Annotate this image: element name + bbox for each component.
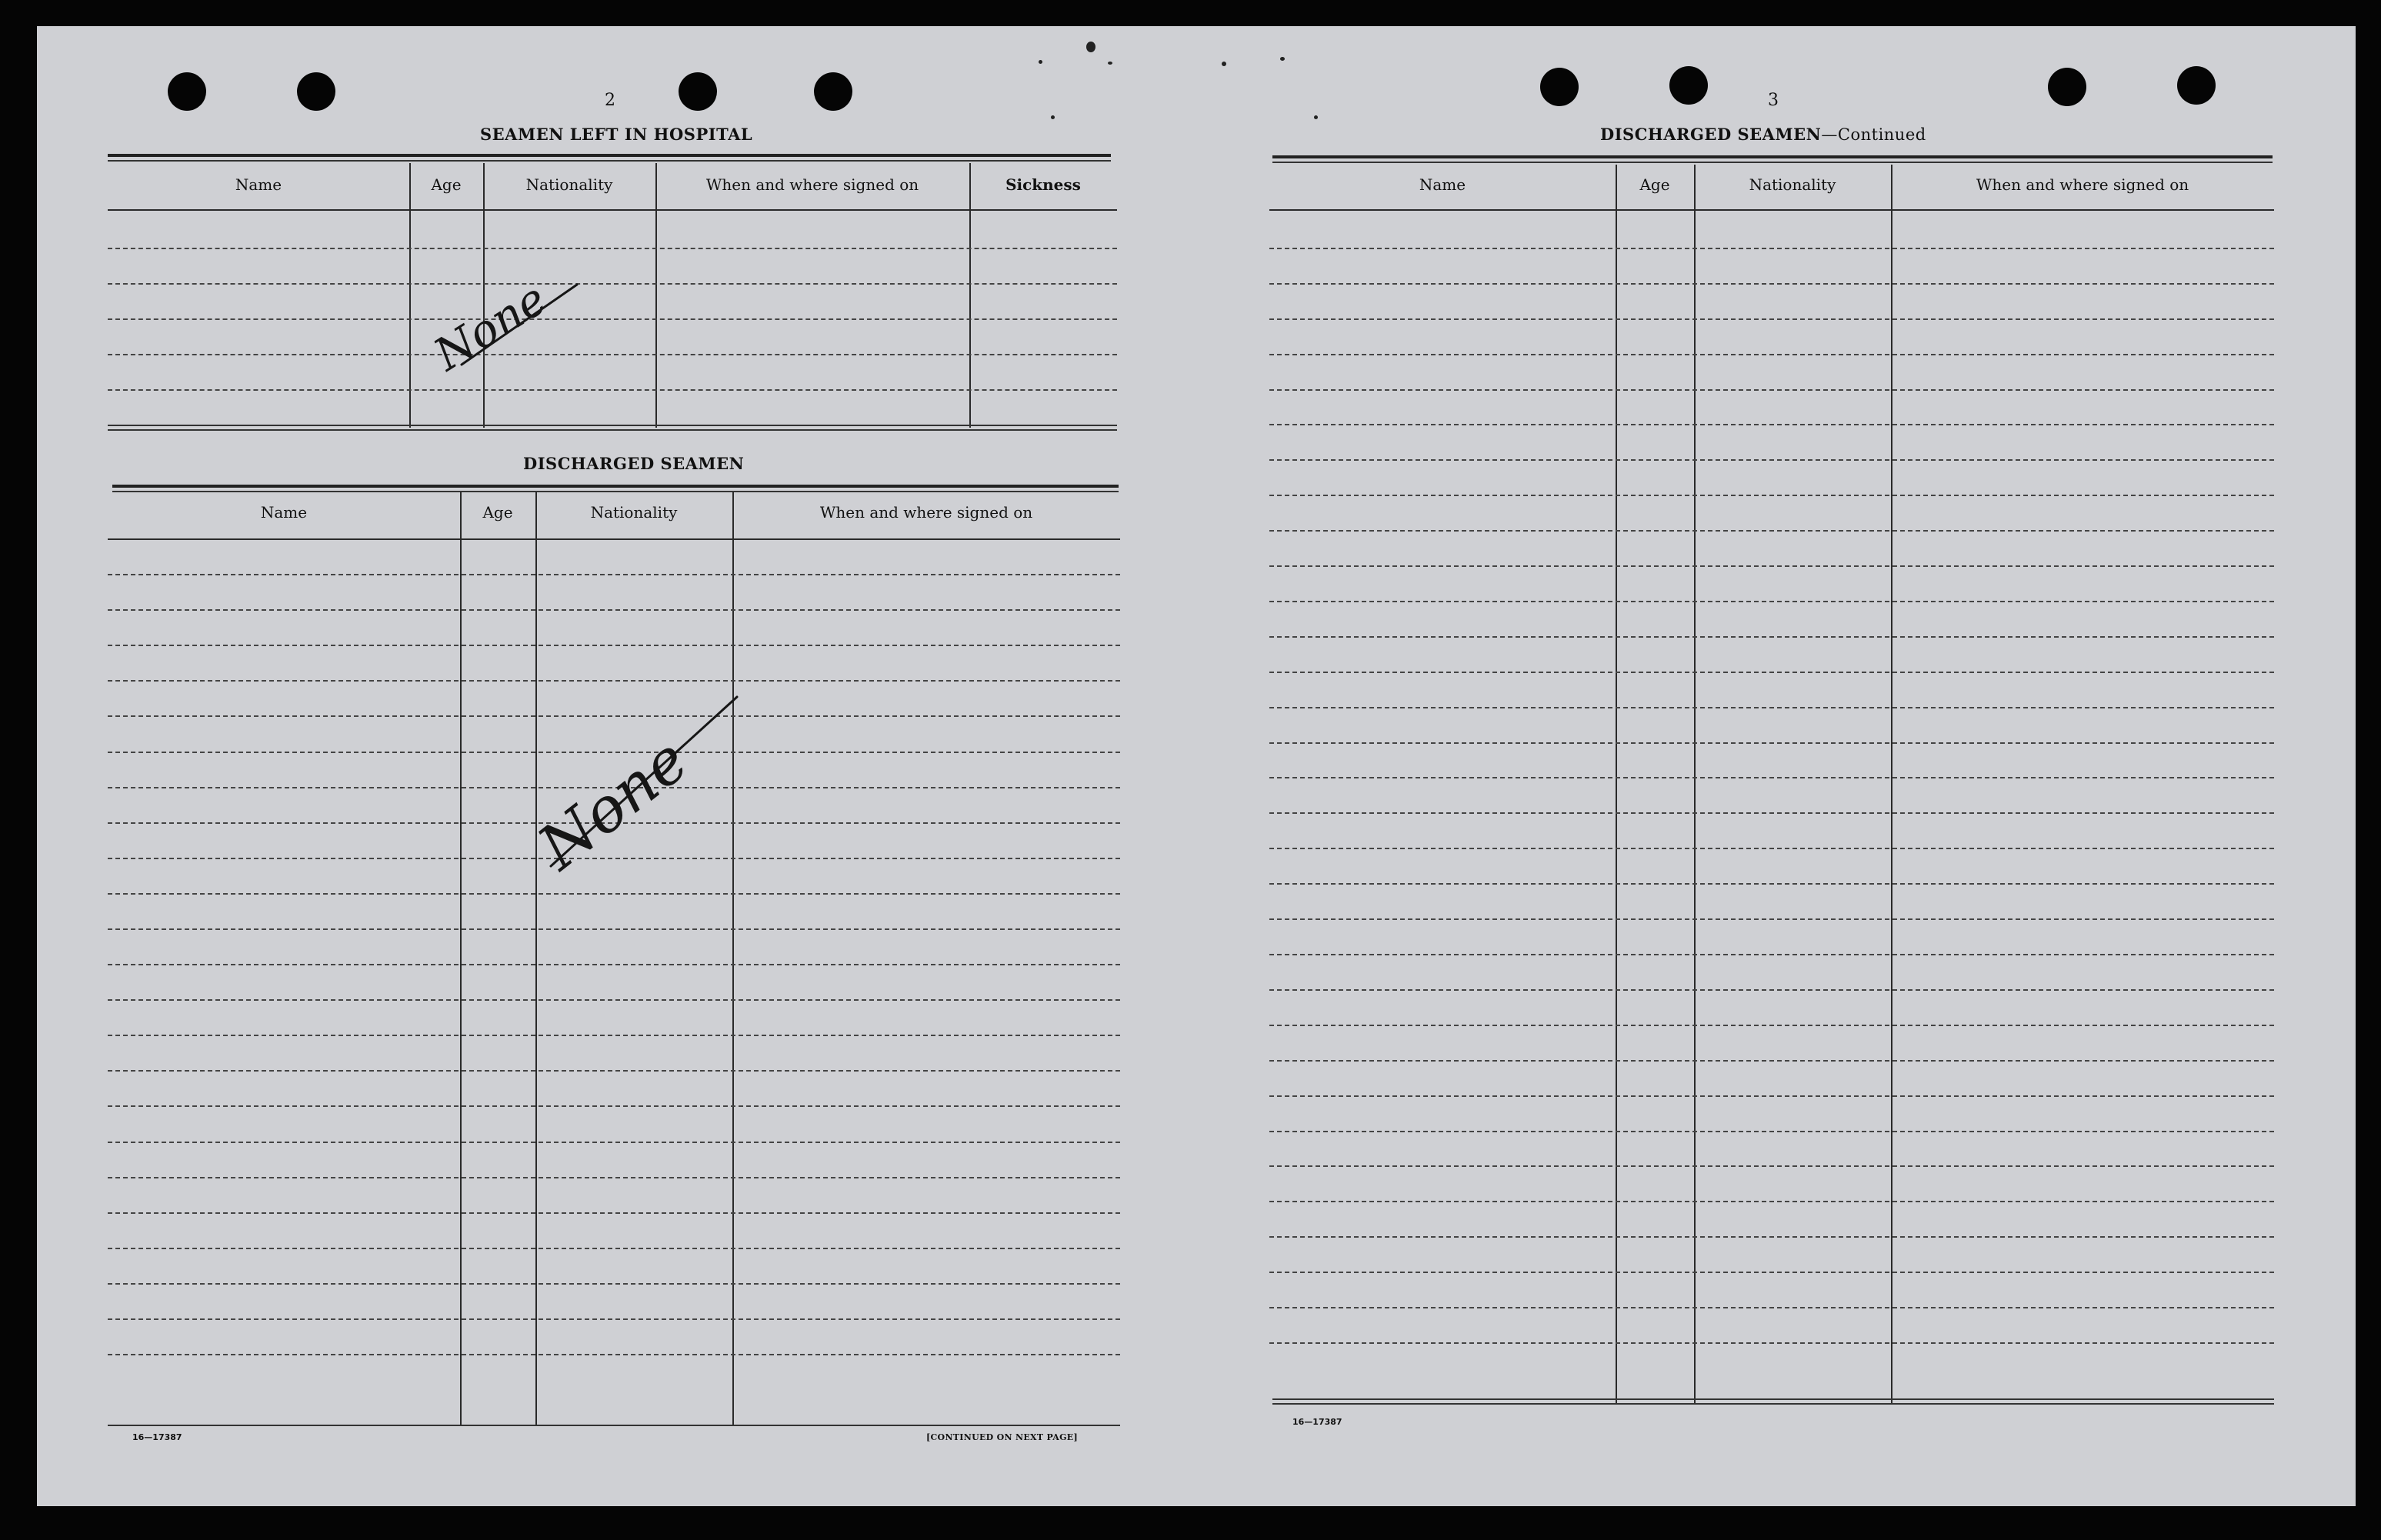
punch-hole (2048, 68, 2086, 106)
discharged-header-rule (108, 538, 1120, 540)
discharged-row-line (108, 1318, 1120, 1320)
right-row-line (1269, 812, 2274, 814)
right-row-line (1269, 1131, 2274, 1132)
right-row-line (1269, 848, 2274, 849)
continued-suffix: —Continued (1821, 125, 1926, 144)
discharged-row-line (108, 1354, 1120, 1355)
right-row-line (1269, 672, 2274, 673)
punch-hole (814, 72, 852, 111)
punch-hole (297, 72, 335, 111)
right-column-divider (1891, 165, 1892, 1405)
hospital-bottom-rule (108, 425, 1117, 426)
hospital-row-line (108, 318, 1117, 320)
ink-speck (1086, 42, 1095, 52)
punch-hole (1669, 66, 1708, 105)
discharged-row-line (108, 1283, 1120, 1285)
right-row-line (1269, 1307, 2274, 1308)
discharged-column-divider (535, 492, 537, 1425)
ink-speck (1108, 62, 1112, 65)
right-row-line (1269, 636, 2274, 638)
right-header-4: When and where signed on (1976, 175, 2189, 194)
right-row-line (1269, 495, 2274, 496)
right-row-line (1269, 777, 2274, 778)
right-row-line (1269, 1165, 2274, 1167)
hospital-top-rule (108, 154, 1111, 157)
form-number-right: 16—17387 (1292, 1417, 1342, 1427)
right-row-line (1269, 424, 2274, 425)
hospital-top-rule-thin (108, 160, 1111, 162)
handwritten-none-text: None (525, 724, 702, 884)
right-header-3: Nationality (1749, 175, 1836, 194)
right-bottom-rule-2 (1272, 1403, 2274, 1405)
right-bottom-rule (1272, 1398, 2274, 1400)
page-number-right: 3 (1768, 91, 1779, 110)
right-column-divider (1616, 165, 1617, 1405)
hospital-column-divider (409, 163, 411, 428)
hospital-row-line (108, 389, 1117, 391)
discharged-header-1: Name (260, 503, 308, 522)
right-row-line (1269, 883, 2274, 885)
punch-hole (2177, 66, 2216, 105)
hospital-header-2: Age (431, 175, 462, 194)
discharged-row-line (108, 893, 1120, 895)
right-top-rule-thin (1272, 162, 2273, 163)
discharged-header-3: Nationality (590, 503, 678, 522)
hospital-header-3: Nationality (525, 175, 613, 194)
continued-note: [CONTINUED ON NEXT PAGE] (926, 1432, 1078, 1442)
handwritten-none-text: None (425, 272, 555, 382)
right-row-line (1269, 1025, 2274, 1026)
discharged-row-line (108, 928, 1120, 930)
right-top-rule (1272, 155, 2273, 158)
hospital-row-line (108, 354, 1117, 355)
section-title-hospital: SEAMEN LEFT IN HOSPITAL (480, 125, 753, 144)
right-row-line (1269, 1236, 2274, 1238)
right-header-rule (1269, 209, 2274, 211)
hospital-header-rule (108, 209, 1117, 211)
discharged-row-line (108, 1142, 1120, 1143)
discharged-row-line (108, 609, 1120, 611)
discharged-row-line (108, 964, 1120, 965)
discharged-top-rule (112, 485, 1119, 488)
ink-speck (1280, 57, 1285, 61)
right-row-line (1269, 918, 2274, 920)
discharged-row-line (108, 999, 1120, 1001)
right-row-line (1269, 1060, 2274, 1062)
hospital-bottom-rule-2 (108, 429, 1117, 431)
punch-hole (679, 72, 717, 111)
punch-hole (1540, 68, 1579, 106)
ink-speck (1314, 115, 1318, 119)
discharged-continued-title: DISCHARGED SEAMEN (1600, 125, 1822, 144)
right-row-line (1269, 1201, 2274, 1202)
page-number-left: 2 (605, 91, 615, 110)
right-row-line (1269, 1272, 2274, 1273)
punch-hole (168, 72, 206, 111)
right-row-line (1269, 565, 2274, 567)
right-row-line (1269, 707, 2274, 708)
right-row-line (1269, 530, 2274, 532)
cross-out-line (551, 697, 737, 866)
right-row-line (1269, 1095, 2274, 1097)
right-row-line (1269, 283, 2274, 285)
discharged-header-4: When and where signed on (819, 503, 1033, 522)
discharged-row-line (108, 1105, 1120, 1107)
discharged-row-line (108, 1177, 1120, 1178)
section-title-discharged: DISCHARGED SEAMEN (523, 454, 745, 473)
hospital-row-line (108, 248, 1117, 249)
hospital-header-5: Sickness (1005, 175, 1081, 194)
hospital-header-1: Name (235, 175, 282, 194)
right-column-divider (1694, 165, 1696, 1405)
discharged-column-divider (732, 492, 734, 1425)
ink-speck (1222, 62, 1226, 66)
right-row-line (1269, 248, 2274, 249)
right-row-line (1269, 354, 2274, 355)
ink-speck (1039, 60, 1042, 64)
right-row-line (1269, 389, 2274, 391)
discharged-top-rule-thin (112, 491, 1119, 492)
discharged-row-line (108, 574, 1120, 575)
discharged-column-divider (460, 492, 462, 1425)
handwritten-none-hospital (425, 272, 592, 382)
discharged-row-line (108, 680, 1120, 682)
right-row-line (1269, 954, 2274, 955)
hospital-column-divider (969, 163, 971, 428)
discharged-row-line (108, 1070, 1120, 1072)
right-row-line (1269, 601, 2274, 602)
right-row-line (1269, 1342, 2274, 1344)
hospital-row-line (108, 283, 1117, 285)
right-row-line (1269, 989, 2274, 991)
right-row-line (1269, 318, 2274, 320)
right-row-line (1269, 459, 2274, 461)
form-number-left: 16—17387 (132, 1432, 182, 1442)
discharged-bottom-rule (108, 1425, 1120, 1426)
section-title-discharged-continued (1600, 125, 1926, 144)
discharged-header-2: Age (482, 503, 513, 522)
hospital-column-divider (655, 163, 657, 428)
handwritten-none-discharged (523, 692, 746, 884)
discharged-row-line (108, 645, 1120, 646)
right-row-line (1269, 742, 2274, 744)
discharged-row-line (108, 1248, 1120, 1249)
hospital-header-4: When and where signed on (705, 175, 919, 194)
discharged-row-line (108, 1212, 1120, 1214)
ink-speck (1051, 115, 1055, 119)
discharged-row-line (108, 1035, 1120, 1036)
right-header-2: Age (1639, 175, 1670, 194)
right-header-1: Name (1419, 175, 1466, 194)
